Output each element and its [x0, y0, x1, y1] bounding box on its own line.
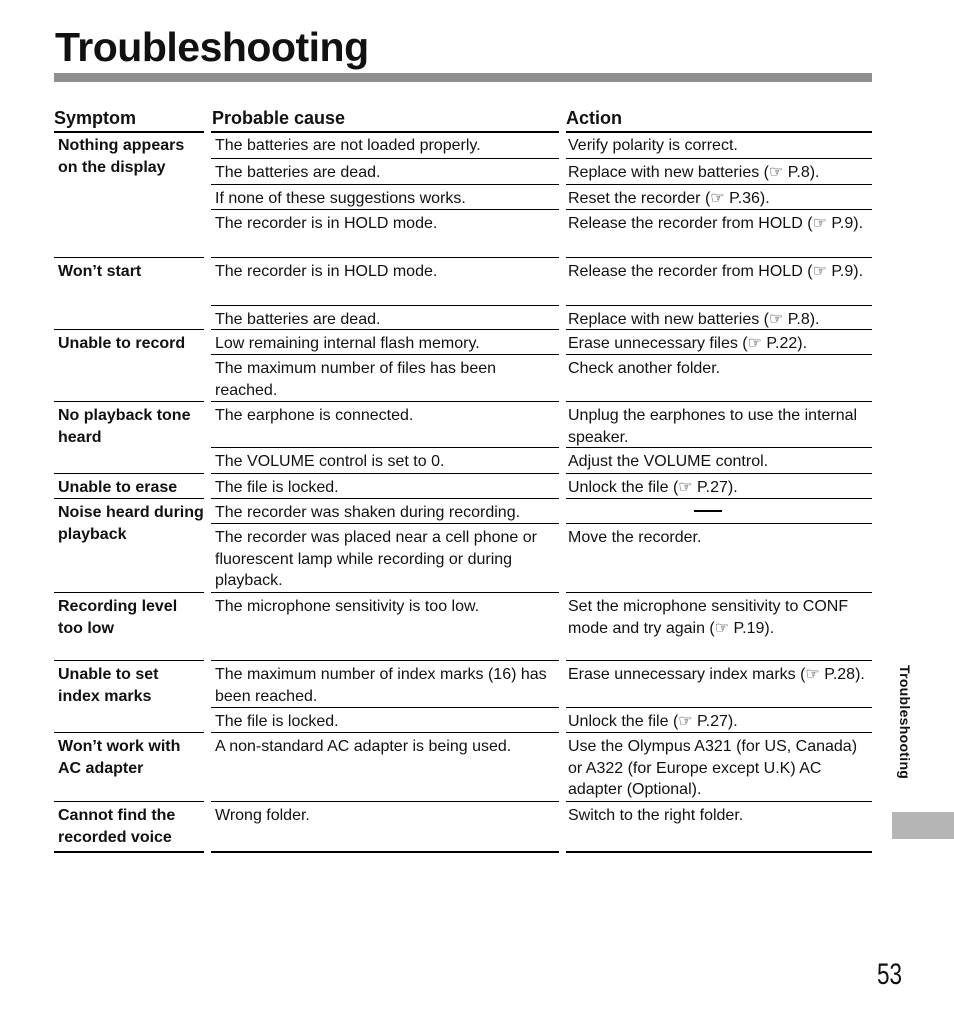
- row-rule-cause: [211, 851, 559, 853]
- row-rule-cause: [211, 732, 559, 733]
- cause-cell: The recorder was shaken during recording.: [215, 504, 521, 521]
- row-rule-cause: [211, 184, 559, 185]
- cause-cell: A non-standard AC adapter is being used.: [215, 738, 512, 755]
- header-action: Action: [566, 108, 622, 128]
- action-cell: Set the microphone sensitivity to CONF mode and try again (☞ P.19).: [568, 598, 849, 637]
- row-rule-cause: [211, 660, 559, 661]
- row-rule-symptom: [54, 498, 204, 499]
- row-rule-action: [566, 354, 872, 355]
- symptom-cell: Unable to erase: [58, 479, 178, 496]
- cause-cell: The VOLUME control is set to 0.: [215, 453, 445, 470]
- header-rule-cause: [211, 131, 559, 133]
- cause-cell: The maximum number of files has been reached.: [215, 360, 497, 399]
- row-rule-symptom: [54, 801, 204, 802]
- title-underline-bar: [54, 73, 872, 82]
- row-rule-cause: [211, 801, 559, 802]
- symptom-cell: Won’t work with AC adapter: [58, 738, 181, 777]
- action-cell: Release the recorder from HOLD (☞ P.9).: [568, 215, 864, 232]
- row-rule-cause: [211, 354, 559, 355]
- row-rule-symptom: [54, 473, 204, 474]
- cause-cell: The batteries are dead.: [215, 164, 381, 181]
- action-cell: Erase unnecessary index marks (☞ P.28).: [568, 666, 865, 683]
- symptom-cell: Nothing appears on the display: [58, 137, 185, 176]
- row-rule-action: [566, 209, 872, 210]
- row-rule-action: [566, 592, 872, 593]
- side-tab-marker: [892, 812, 954, 839]
- cause-cell: If none of these suggestions works.: [215, 190, 466, 207]
- symptom-cell: Noise heard during playback: [58, 504, 204, 543]
- row-rule-cause: [211, 447, 559, 448]
- row-rule-cause: [211, 592, 559, 593]
- row-rule-action: [566, 305, 872, 306]
- cause-cell: The recorder is in HOLD mode.: [215, 263, 438, 280]
- row-rule-action: [566, 473, 872, 474]
- row-rule-cause: [211, 329, 559, 330]
- action-cell: Use the Olympus A321 (for US, Canada) or A322 (for Europe except U.K) AC adapter (Optional).: [568, 738, 858, 798]
- action-cell: Unplug the earphones to use the internal speaker.: [568, 407, 858, 446]
- row-rule-action: [566, 498, 872, 499]
- symptom-cell: Cannot find the recorded voice: [58, 807, 176, 846]
- row-rule-cause: [211, 305, 559, 306]
- action-cell: Replace with new batteries (☞ P.8).: [568, 311, 820, 328]
- header-symptom: Symptom: [54, 108, 137, 128]
- row-rule-cause: [211, 257, 559, 258]
- row-rule-cause: [211, 401, 559, 402]
- row-rule-action: [566, 401, 872, 402]
- cause-cell: The file is locked.: [215, 479, 339, 496]
- row-rule-symptom: [54, 257, 204, 258]
- row-rule-symptom: [54, 329, 204, 330]
- action-cell: Replace with new batteries (☞ P.8).: [568, 164, 820, 181]
- action-cell: Reset the recorder (☞ P.36).: [568, 190, 770, 207]
- row-rule-action: [566, 158, 872, 159]
- action-cell: Check another folder.: [568, 360, 721, 377]
- row-rule-cause: [211, 523, 559, 524]
- row-rule-action: [566, 329, 872, 330]
- cause-cell: The maximum number of index marks (16) has been reached.: [215, 666, 547, 705]
- action-cell: Verify polarity is correct.: [568, 137, 738, 154]
- row-rule-cause: [211, 158, 559, 159]
- action-cell: Switch to the right folder.: [568, 807, 744, 824]
- side-tab-label: Troubleshooting: [897, 665, 913, 780]
- header-rule-symptom: [54, 131, 204, 133]
- cause-cell: The batteries are not loaded properly.: [215, 137, 481, 154]
- row-rule-symptom: [54, 660, 204, 661]
- row-rule-action: [566, 801, 872, 802]
- page-number: 53: [877, 958, 903, 991]
- symptom-cell: Won’t start: [58, 263, 142, 280]
- cause-cell: Wrong folder.: [215, 807, 310, 824]
- action-cell: Move the recorder.: [568, 529, 702, 546]
- row-rule-action: [566, 523, 872, 524]
- action-cell: Release the recorder from HOLD (☞ P.9).: [568, 263, 864, 280]
- header-rule-action: [566, 131, 872, 133]
- row-rule-action: [566, 257, 872, 258]
- row-rule-cause: [211, 473, 559, 474]
- action-cell: Adjust the VOLUME control.: [568, 453, 769, 470]
- row-rule-cause: [211, 209, 559, 210]
- row-rule-action: [566, 660, 872, 661]
- row-rule-action: [566, 707, 872, 708]
- header-probable-cause: Probable cause: [212, 108, 346, 128]
- symptom-cell: No playback tone heard: [58, 407, 191, 446]
- cause-cell: The file is locked.: [215, 713, 339, 730]
- action-cell: Erase unnecessary files (☞ P.22).: [568, 335, 808, 352]
- row-rule-symptom: [54, 851, 204, 853]
- action-cell: Unlock the file (☞ P.27).: [568, 479, 738, 496]
- cause-cell: The earphone is connected.: [215, 407, 414, 424]
- page-title: Troubleshooting: [55, 24, 369, 70]
- row-rule-symptom: [54, 592, 204, 593]
- row-rule-action: [566, 851, 872, 853]
- symptom-cell: Recording level too low: [58, 598, 178, 637]
- cause-cell: The recorder is in HOLD mode.: [215, 215, 438, 232]
- row-rule-cause: [211, 707, 559, 708]
- row-rule-action: [566, 184, 872, 185]
- symptom-cell: Unable to set index marks: [58, 666, 159, 705]
- row-rule-cause: [211, 498, 559, 499]
- cause-cell: The recorder was placed near a cell phone or fluorescent lamp while recording or during playback.: [215, 529, 537, 589]
- row-rule-action: [566, 447, 872, 448]
- cause-cell: The microphone sensitivity is too low.: [215, 598, 480, 615]
- row-rule-action: [566, 732, 872, 733]
- row-rule-symptom: [54, 732, 204, 733]
- cause-cell: The batteries are dead.: [215, 311, 381, 328]
- action-cell: Unlock the file (☞ P.27).: [568, 713, 738, 730]
- cause-cell: Low remaining internal flash memory.: [215, 335, 480, 352]
- symptom-cell: Unable to record: [58, 335, 186, 352]
- row-rule-symptom: [54, 401, 204, 402]
- no-action-dash: [694, 510, 722, 512]
